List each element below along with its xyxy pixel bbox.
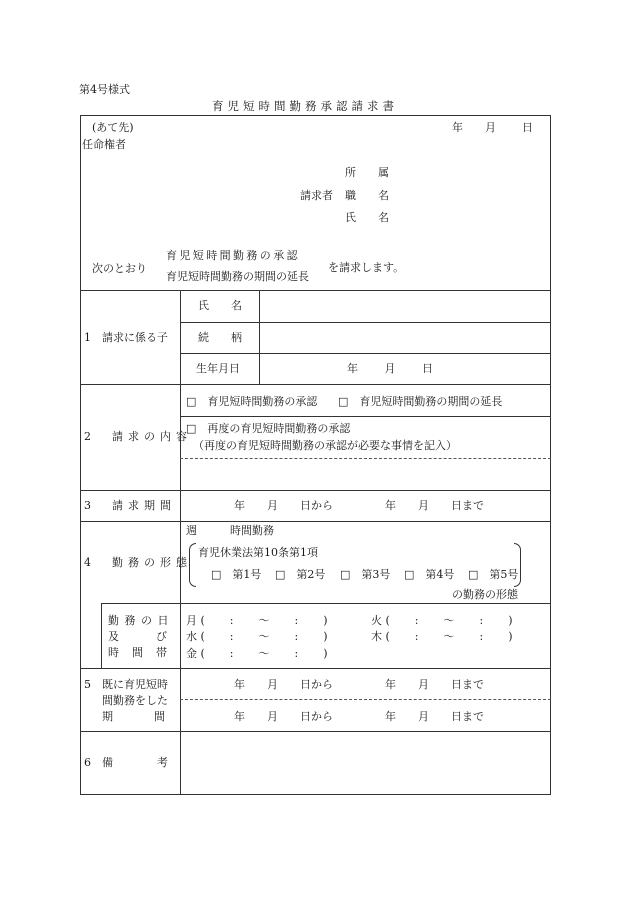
request-option-approval: 育児短時間勤務の承認 [166,249,300,262]
s4-label: 4 勤務の形態 [84,556,192,569]
s4-day-wed[interactable]: 水( : 〜 : ) [186,630,331,643]
s1-name-label: 氏 名 [198,299,242,312]
s4-form-suffix: の勤務の形態 [452,588,518,601]
date-year: 年 [452,121,463,134]
s5-label-line-2: 間勤務をした [102,694,168,707]
s4-item-5[interactable]: □ 第5号 [468,568,519,581]
request-suffix: を請求します。 [328,261,405,274]
name-field: 氏 名 [345,211,389,224]
s1-relation-label: 続 柄 [198,331,242,344]
s2-dashed-line [180,458,551,459]
divider-s2 [80,490,551,491]
s5-row2-from[interactable]: 年 月 日から [234,710,333,723]
s2-option-extension[interactable]: □ 育児短時間勤務の期間の延長 [338,395,503,408]
s4-day-thu[interactable]: 木( : 〜 : ) [371,630,516,643]
divider-s5 [80,731,551,732]
s4-schedule-label-2: 及 び [108,630,168,643]
s1-label: 1 請求に係る子 [84,331,168,344]
divider-s3 [80,521,551,522]
requester-label: 請求者 [300,189,333,202]
s5-row2-to[interactable]: 年 月 日まで [385,710,484,723]
s6-label: 6 備 考 [84,756,168,769]
divider-header [80,290,551,291]
date-day: 日 [522,121,533,134]
s1-row-line-2 [180,353,551,354]
s4-schedule-label-3: 時 間 帯 [108,646,168,659]
divider-s4 [80,668,551,669]
s4-item-4[interactable]: □ 第4号 [404,568,455,581]
s4-weekly-hours[interactable]: 週 時間勤務 [186,524,274,537]
s4-day-mon[interactable]: 月( : 〜 : ) [186,614,331,627]
s4-item-3[interactable]: □ 第3号 [340,568,391,581]
s5-label-line-3: 期 間 [102,710,167,723]
form-frame [80,115,551,795]
s3-from[interactable]: 年 月 日から [234,499,333,512]
s5-row1-to[interactable]: 年 月 日まで [385,678,484,691]
s5-row1-from[interactable]: 年 月 日から [234,678,333,691]
s2-row-line [180,416,551,417]
s4-schedule-left-line [101,603,102,668]
addressee-name: 任命権者 [82,138,126,151]
divider-s1 [80,384,551,385]
s5-label-line-1: 5 既に育児短時 [84,678,168,691]
s4-day-fri[interactable]: 金( : 〜 : ) [186,647,331,660]
s2-label: 2 請求の内容 [84,430,192,443]
s4-item-2[interactable]: □ 第2号 [275,568,326,581]
s1-inner-line [259,290,260,384]
s2-option-reapproval[interactable]: □ 再度の育児短時間勤務の承認 [186,422,351,435]
s4-law-reference: 育児休業法第10条第1項 [198,546,318,559]
s5-dashed-line [180,699,551,700]
s3-to[interactable]: 年 月 日まで [385,499,484,512]
request-option-extension: 育児短時間勤務の期間の延長 [166,270,309,283]
form-title: 育児短時間勤務承認請求書 [212,99,398,113]
addressee-label: (あて先) [92,121,134,134]
s1-row-line-1 [180,322,551,323]
s4-brace-left [189,543,196,587]
form-number: 第4号様式 [79,83,130,96]
affiliation-field: 所 属 [345,166,389,179]
s1-birthdate-value[interactable]: 年 月 日 [347,362,435,375]
s4-schedule-label-1: 勤 務 の 日 [108,614,170,627]
date-month: 月 [485,121,496,134]
s4-day-tue[interactable]: 火( : 〜 : ) [371,614,516,627]
s3-label: 3 請求期間 [84,499,176,512]
label-column-line [180,290,181,795]
s2-reapproval-note: （再度の育児短時間勤務の承認が必要な事情を記入） [193,439,457,452]
s4-item-1[interactable]: □ 第1号 [211,568,262,581]
s1-birthdate-label: 生年月日 [196,362,240,375]
position-field: 職 名 [345,189,389,202]
s4-schedule-line [101,603,551,604]
s2-option-approval[interactable]: □ 育児短時間勤務の承認 [186,395,318,408]
request-prefix: 次のとおり [92,262,147,275]
